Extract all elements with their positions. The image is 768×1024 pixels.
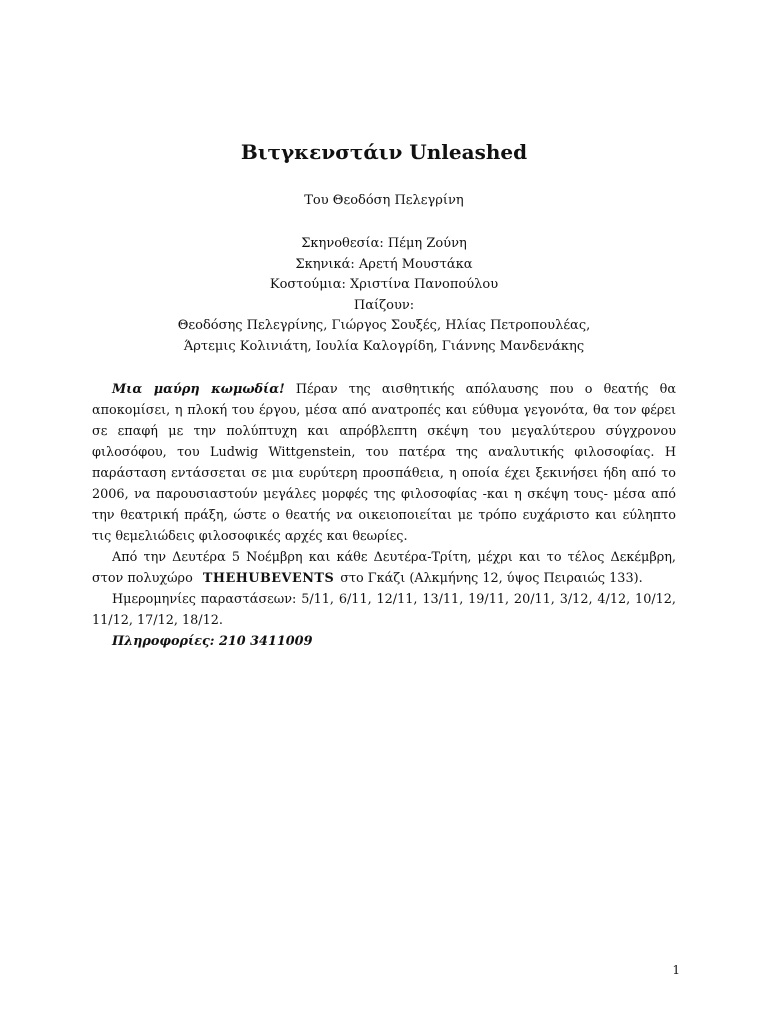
paragraph-lead: Μια μαύρη κωμωδία! [112, 382, 285, 397]
paragraph-schedule [92, 547, 676, 589]
paragraph-dates: Ημερομηνίες παραστάσεων: 5/11, 6/11, 12/11, 13/11, 19/11, 20/11, 3/12, 4/12, 10/12, 11/12, 17/12, 18/12. [92, 592, 676, 628]
credit-cast-heading: Παίζουν: [353, 297, 415, 313]
credits-block [0, 234, 768, 357]
credit-sets: Σκηνικά: Αρετή Μουστάκα [295, 256, 473, 272]
credit-director: Σκηνοθεσία: Πέμη Ζούνη [301, 236, 467, 251]
venue-name: THEHUBEVENTS [202, 571, 335, 586]
paragraph-description-text: Πέραν της αισθητικής απόλαυσης που ο θεατής θα αποκομίσει, η πλοκή του έργου, μέσα από ανατροπές και εύθυμα γεγονότα, θα τον φέρει σε επαφή με την πολύπτυχη και απρόβλεπτη σκέψη του μεγαλύτερου σύγχρονου φιλοσόφου, του Ludwig Wittgenstein, του πατέρα της αναλυτικής φιλοσοφίας. Η παράσταση εντάσσεται σε μια ευρύτερη προσπάθεια, η οποία έχει ξεκινήσει ήδη από το 2006, να παρουσιαστούν μεγάλες μορφές της φιλοσοφίας -και η σκέψη τους- μέσα από την θεατρική πράξη, ώστε ο θεατής να οικειοποιείται με τρόπο ευχάριστο και εύληπτο τις θεμελιώδεις φιλοσοφικές αρχές και θεωρίες. [92, 382, 676, 544]
credit-cast-line-2: Άρτεμις Κολινιάτη, Ιουλία Καλογρίδη, Γιάννης Μανδενάκης [183, 338, 585, 354]
credit-cast-line-1: Θεοδόσης Πελεγρίνης, Γιώργος Σουξές, Ηλίας Πετροπουλέας, [177, 318, 591, 333]
schedule-text-after: στο Γκάζι (Αλκμήνης 12, ύψος Πειραιώς 133). [340, 571, 643, 586]
author-line: Του Θεοδόση Πελεγρίνη [304, 193, 464, 208]
body-text [92, 379, 676, 652]
document-title: Βιτγκενστάιν Unleashed [240, 140, 528, 164]
info-line: Πληροφορίες: 210 3411009 [112, 634, 313, 649]
page-number: 1 [672, 963, 680, 977]
schedule-text-before: Από την Δευτέρα 5 Νοέμβρη και κάθε Δευτέρα-Τρίτη, μέχρι και το τέλος Δεκέμβρη, στον πολυχώρο [92, 550, 676, 586]
paragraph-description [92, 379, 676, 547]
credit-costumes: Κοστούμια: Χριστίνα Πανοπούλου [269, 277, 499, 292]
